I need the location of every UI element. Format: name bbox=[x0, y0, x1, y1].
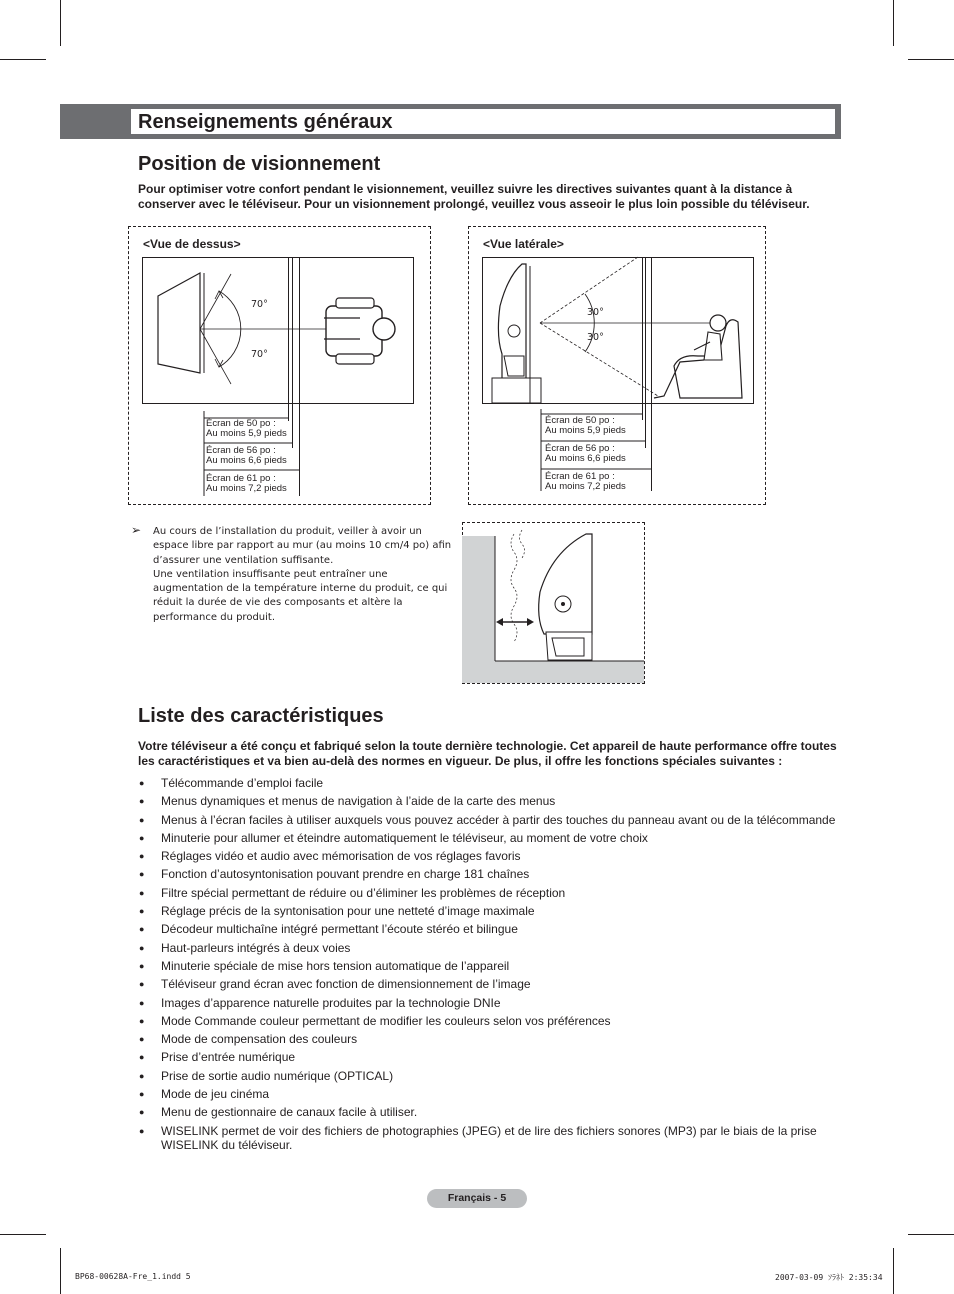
side-distance-56: Écran de 56 po : Au moins 6,6 pieds bbox=[545, 443, 626, 464]
page-number-badge: Français - 5 bbox=[427, 1189, 527, 1208]
bullet-icon: ● bbox=[139, 924, 145, 935]
list-item: ● Décodeur multichaîne intégré permettant l’écoute stéréo et bilingue bbox=[139, 922, 518, 937]
crop-mark bbox=[0, 59, 46, 60]
date-slug: 2007-03-09 ｿﾗﾈﾄ 2:35:34 bbox=[775, 1273, 883, 1282]
top-distance-56: Écran de 56 po : Au moins 6,6 pieds bbox=[206, 445, 287, 466]
bullet-icon: ● bbox=[139, 832, 145, 843]
bullet-icon: ● bbox=[139, 906, 145, 917]
crop-mark bbox=[60, 1248, 61, 1294]
top-angle-lower: 70° bbox=[251, 349, 268, 360]
note-arrow-icon: ➢ bbox=[131, 523, 142, 537]
list-item: ● WISELINK permet de voir des fichiers de photographies (JPEG) et de lire des fichiers sonores (MP3) par le biais de la prise WISELINK du téléviseur. bbox=[139, 1123, 817, 1152]
bullet-icon: ● bbox=[139, 814, 145, 825]
bullet-icon: ● bbox=[139, 997, 145, 1008]
list-item: ● Fonction d’autosyntonisation pouvant prendre en charge 181 chaînes bbox=[139, 867, 530, 882]
list-item: ● Réglages vidéo et audio avec mémorisation de vos réglages favoris bbox=[139, 849, 521, 864]
viewing-intro: Pour optimiser votre confort pendant le visionnement, veuillez suivre les directives suivantes quant à la distance à conserver avec le téléviseur. Pour un visionnement prolongé, veuillez vous asseoir le plus loin possible du téléviseur. bbox=[138, 182, 810, 211]
crop-mark bbox=[893, 0, 894, 46]
note-line: Au cours de l’installation du produit, veiller à avoir un espace libre par rapport au mur (au moins 10 cm/4 po) afin d’assurer une ventilation suffisante. bbox=[153, 526, 452, 566]
list-item: ● Menus à l’écran faciles à utiliser auxquels vous pouvez accéder à partir des touches du panneau avant ou de la télécommande bbox=[139, 812, 836, 827]
list-item: ● Mode Commande couleur permettant de modifier les couleurs selon vos préférences bbox=[139, 1013, 611, 1028]
side-distance-61: Écran de 61 po : Au moins 7,2 pieds bbox=[545, 471, 626, 492]
crop-mark bbox=[893, 1248, 894, 1294]
features-list bbox=[138, 776, 838, 1156]
list-item: ● Menus dynamiques et menus de navigation à l’aide de la carte des menus bbox=[139, 794, 556, 809]
list-item: ● Prise de sortie audio numérique (OPTICAL) bbox=[139, 1068, 394, 1083]
top-distance-61: Écran de 61 po : Au moins 7,2 pieds bbox=[206, 473, 287, 494]
bullet-icon: ● bbox=[139, 1015, 145, 1026]
bullet-icon: ● bbox=[139, 1034, 145, 1045]
note-line: Une ventilation insuffisante peut entraîner une augmentation de la température interne du produit, ce qui réduit la durée de vie des composants et altère la performance du produit. bbox=[153, 568, 448, 623]
list-item: ● Mode de jeu cinéma bbox=[139, 1087, 270, 1102]
bullet-icon: ● bbox=[139, 960, 145, 971]
crop-mark bbox=[0, 1234, 46, 1235]
list-item: ● Mode de compensation des couleurs bbox=[139, 1032, 358, 1047]
ventilation-note bbox=[153, 525, 458, 625]
bullet-icon: ● bbox=[139, 1070, 145, 1081]
crop-mark bbox=[60, 0, 61, 46]
list-item: ● Filtre spécial permettant de réduire ou d’éliminer les problèmes de réception bbox=[139, 885, 566, 900]
list-item: ● Réglage précis de la syntonisation pour une netteté d’image maximale bbox=[139, 904, 535, 919]
list-item: ● Images d’apparence naturelle produites par la technologie DNIe bbox=[139, 995, 501, 1010]
top-view-label: <Vue de dessus> bbox=[143, 237, 241, 251]
crop-mark bbox=[908, 59, 954, 60]
file-slug: BP68-00628A-Fre_1.indd 5 bbox=[75, 1272, 191, 1281]
list-item: ● Téléviseur grand écran avec fonction de dimensionnement de l’image bbox=[139, 977, 531, 992]
list-item: ● Menu de gestionnaire de canaux facile à utiliser. bbox=[139, 1105, 418, 1120]
side-angle-lower: 30° bbox=[587, 332, 604, 343]
side-angle-upper: 30° bbox=[587, 307, 604, 318]
list-item: ● Télécommande d’emploi facile bbox=[139, 776, 324, 790]
list-item: ● Minuterie spéciale de mise hors tension automatique de l’appareil bbox=[139, 958, 510, 973]
bullet-icon: ● bbox=[139, 887, 145, 898]
section-header-bar bbox=[60, 104, 841, 139]
bullet-icon: ● bbox=[139, 778, 145, 788]
bullet-icon: ● bbox=[139, 979, 145, 990]
side-distance-50: Écran de 50 po : Au moins 5,9 pieds bbox=[545, 415, 626, 436]
viewing-heading: Position de visionnement bbox=[138, 153, 381, 175]
bullet-icon: ● bbox=[139, 942, 145, 953]
crop-mark bbox=[908, 1234, 954, 1235]
list-item: ● Minuterie pour allumer et éteindre automatiquement le téléviseur, au moment de votre choix bbox=[139, 830, 648, 845]
top-distance-50: Écran de 50 po : Au moins 5,9 pieds bbox=[206, 418, 287, 439]
side-view-label: <Vue latérale> bbox=[483, 237, 564, 251]
bullet-icon: ● bbox=[139, 1089, 145, 1100]
section-title: Renseignements généraux bbox=[138, 111, 393, 133]
top-angle-upper: 70° bbox=[251, 299, 268, 310]
wall-clearance-diagram bbox=[462, 522, 645, 684]
bullet-icon: ● bbox=[139, 1107, 145, 1118]
list-item: ● Haut-parleurs intégrés à deux voies bbox=[139, 940, 351, 955]
section-header-panel bbox=[131, 109, 835, 134]
features-intro: Votre téléviseur a été conçu et fabriqué selon la toute dernière technologie. Cet appareil de haute performance offre toutes les caractéristiques et va bien au-delà des normes en vigueur. De plus, il offre les fonctions spéciales suivantes : bbox=[138, 739, 837, 768]
bullet-icon: ● bbox=[139, 869, 145, 880]
bullet-icon: ● bbox=[139, 1125, 145, 1136]
bullet-icon: ● bbox=[139, 851, 145, 862]
list-item: ● Prise d’entrée numérique bbox=[139, 1050, 296, 1065]
bullet-icon: ● bbox=[139, 796, 145, 807]
bullet-icon: ● bbox=[139, 1052, 145, 1063]
features-heading: Liste des caractéristiques bbox=[138, 705, 384, 727]
